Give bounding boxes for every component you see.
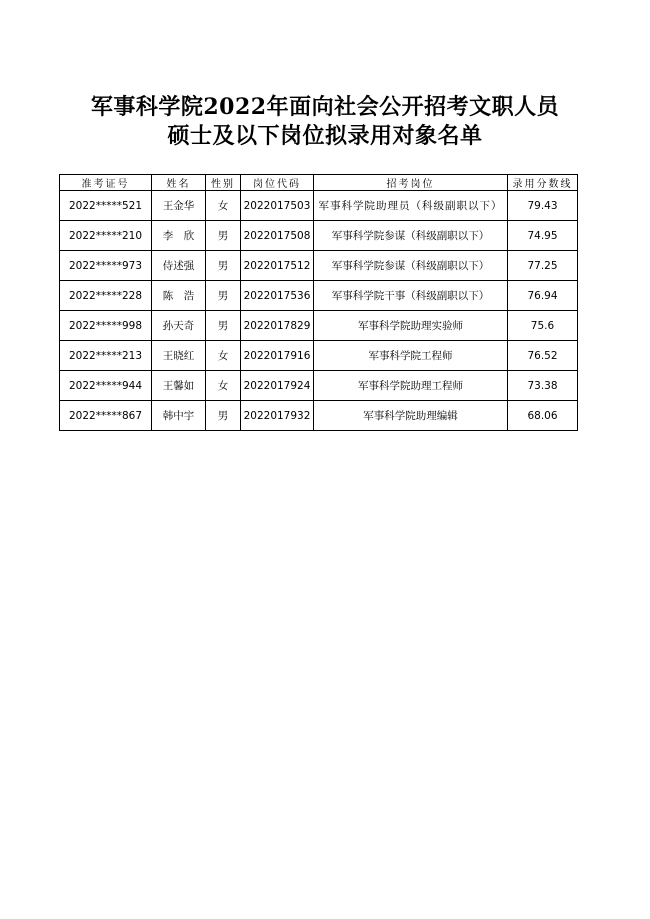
cell-score: 76.94: [508, 281, 578, 311]
cell-gender: 男: [206, 311, 241, 341]
header-exam-no: 准考证号: [60, 175, 152, 191]
table-row: [60, 281, 578, 311]
admission-list-table: [59, 174, 578, 431]
cell-gender: 女: [206, 371, 241, 401]
cell-exam-no: 2022*****998: [60, 311, 152, 341]
cell-score: 76.52: [508, 341, 578, 371]
cell-exam-no: 2022*****210: [60, 221, 152, 251]
cell-exam-no: 2022*****213: [60, 341, 152, 371]
cell-score: 77.25: [508, 251, 578, 281]
cell-post: 军事科学院助理实验师: [314, 311, 508, 341]
cell-post-code: 2022017829: [241, 311, 314, 341]
table-row: [60, 191, 578, 221]
cell-post: 军事科学院参谋（科级副职以下）: [314, 221, 508, 251]
cell-name: 王金华: [152, 191, 206, 221]
cell-exam-no: 2022*****973: [60, 251, 152, 281]
table-row: [60, 341, 578, 371]
cell-gender: 男: [206, 281, 241, 311]
cell-name: 王晓红: [152, 341, 206, 371]
cell-post-code: 2022017503: [241, 191, 314, 221]
cell-exam-no: 2022*****521: [60, 191, 152, 221]
header-score: 录用分数线: [508, 175, 578, 191]
cell-gender: 男: [206, 221, 241, 251]
header-name: 姓名: [152, 175, 206, 191]
table-row: [60, 251, 578, 281]
cell-name: 侍述强: [152, 251, 206, 281]
cell-score: 68.06: [508, 401, 578, 431]
table-header-row: [60, 175, 578, 191]
cell-post: 军事科学院助理工程师: [314, 371, 508, 401]
cell-post: 军事科学院干事（科级副职以下）: [314, 281, 508, 311]
header-gender: 性别: [206, 175, 241, 191]
cell-post: 军事科学院参谋（科级副职以下）: [314, 251, 508, 281]
cell-gender: 女: [206, 191, 241, 221]
cell-gender: 女: [206, 341, 241, 371]
cell-post: 军事科学院助理编辑: [314, 401, 508, 431]
cell-post-code: 2022017916: [241, 341, 314, 371]
header-post: 招考岗位: [314, 175, 508, 191]
table-row: [60, 221, 578, 251]
table-row: [60, 401, 578, 431]
table-row: [60, 371, 578, 401]
cell-post-code: 2022017536: [241, 281, 314, 311]
cell-post-code: 2022017932: [241, 401, 314, 431]
cell-name: 韩中宇: [152, 401, 206, 431]
cell-gender: 男: [206, 401, 241, 431]
cell-exam-no: 2022*****228: [60, 281, 152, 311]
cell-post: 军事科学院助理员（科级副职以下）: [314, 191, 508, 221]
cell-score: 73.38: [508, 371, 578, 401]
cell-post-code: 2022017512: [241, 251, 314, 281]
cell-name: 李 欣: [152, 221, 206, 251]
document-title-line-2: 硕士及以下岗位拟录用对象名单: [167, 123, 483, 149]
cell-exam-no: 2022*****867: [60, 401, 152, 431]
document-title-line-1: 军事科学院2022年面向社会公开招考文职人员: [90, 94, 560, 120]
cell-score: 75.6: [508, 311, 578, 341]
cell-post: 军事科学院工程师: [314, 341, 508, 371]
table-row: [60, 311, 578, 341]
cell-name: 陈 浩: [152, 281, 206, 311]
cell-score: 79.43: [508, 191, 578, 221]
header-post-code: 岗位代码: [241, 175, 314, 191]
cell-post-code: 2022017924: [241, 371, 314, 401]
cell-exam-no: 2022*****944: [60, 371, 152, 401]
cell-score: 74.95: [508, 221, 578, 251]
cell-name: 孙天奇: [152, 311, 206, 341]
cell-name: 王馨如: [152, 371, 206, 401]
cell-gender: 男: [206, 251, 241, 281]
cell-post-code: 2022017508: [241, 221, 314, 251]
